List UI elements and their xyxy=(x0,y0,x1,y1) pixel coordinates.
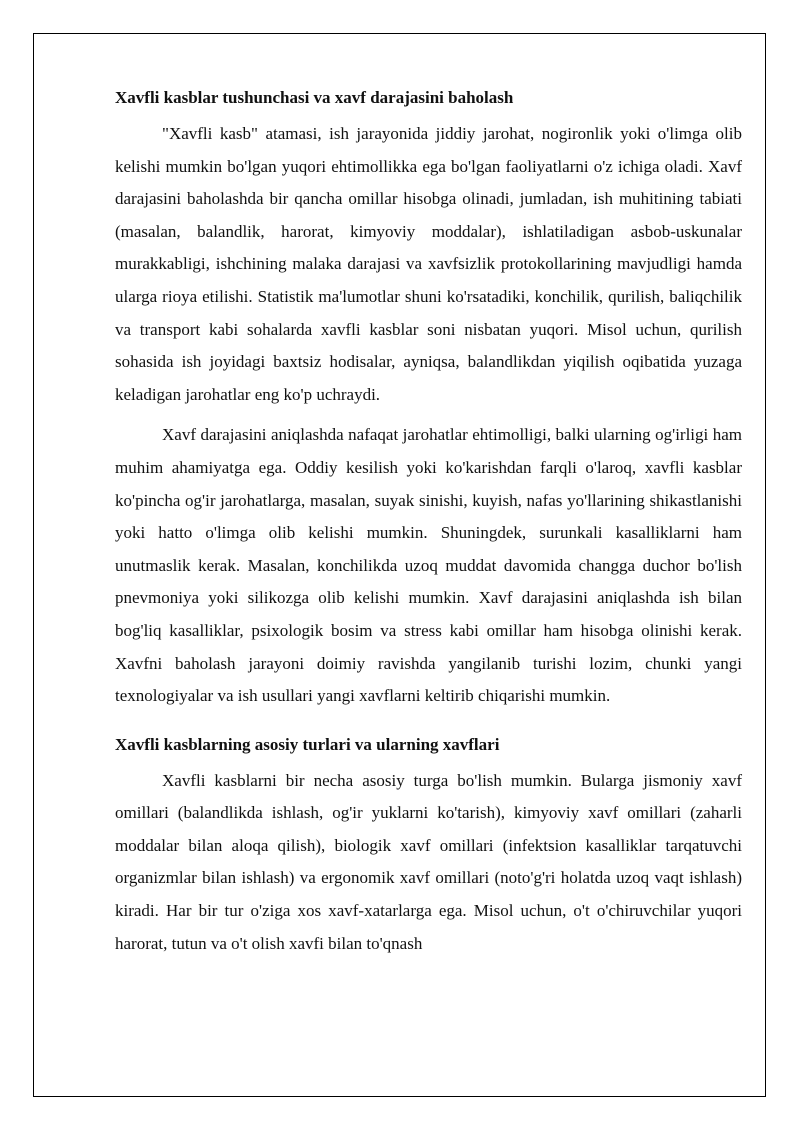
section-heading-hazard-types: Xavfli kasblarning asosiy turlari va ularning xavflari xyxy=(115,734,500,754)
document-body xyxy=(115,86,742,968)
section-heading-risk-assessment: Xavfli kasblar tushunchasi va xavf darajasini baholash xyxy=(115,88,514,107)
paragraph: "Xavfli kasb" atamasi, ish jarayonida jiddiy jarohat, nogironlik yoki o'limga olib kelishi mumkin bo'lgan yuqori ehtimollikka ega bo'lgan faoliyatlarni o'z ichiga oladi. Xavf darajasini baholashda bir qancha omillar hisobga olinadi, jumladan, ish muhitining tabiati (masalan, balandlik, harorat, kimyoviy moddalar), ishlatiladigan asbob-uskunalar murakkabligi, ishchining malaka darajasi va xavfsizlik protokollarining mavjudligi hamda ularga rioya etilishi. Statistik ma'lumotlar shuni ko'rsatadiki, konchilik, qurilish, baliqchilik va transport kabi sohalarda xavfli kasblar soni nisbatan yuqori. Misol uchun, qurilish sohasida ish joyidagi baxtsiz hodisalar, ayniqsa, balandlikdan yiqilish oqibatida yuzaga keladigan jarohatlar eng ko'p uchraydi. xyxy=(115,124,742,404)
paragraph: Xavfli kasblarni bir necha asosiy turga bo'lish mumkin. Bularga jismoniy xavf omillari (balandlikda ishlash, og'ir yuklarni ko'tarish), kimyoviy xavf omillari (zaharli moddalar bilan aloqa qilish), biologik xavf omillari (infektsion kasalliklar tarqatuvchi organizmlar bilan ishlash) va ergonomik xavf omillari (noto'g'ri holatda uzoq vaqt ishlash) kiradi. Har bir tur o'ziga xos xavf-xatarlarga ega. Misol uchun, o't o'chiruvchilar yuqori harorat, tutun va o't olish xavfi bilan to'qnash xyxy=(115,770,742,953)
paragraph: Xavf darajasini aniqlashda nafaqat jarohatlar ehtimolligi, balki ularning og'irligi ham muhim ahamiyatga ega. Oddiy kesilish yoki ko'karishdan farqli o'laroq, xavfli kasblar ko'pincha og'ir jarohatlarga, masalan, suyak sinishi, kuyish, nafas yo'llarining shikastlanishi yoki hatto o'limga olib kelishi mumkin. Shuningdek, surunkali kasalliklarni ham unutmaslik kerak. Masalan, konchilikda uzoq muddat davomida changga duchor bo'lish pnevmoniya yoki silikozga olib kelishi mumkin. Xavf darajasini aniqlashda ish bilan bog'liq kasalliklar, psixologik bosim va stress kabi omillar ham hisobga olinishi kerak. Xavfni baholash jarayoni doimiy ravishda yangilanib turishi lozim, chunki yangi texnologiyalar va ish usullari yangi xavflarni keltirib chiqarishi mumkin. xyxy=(115,425,742,706)
